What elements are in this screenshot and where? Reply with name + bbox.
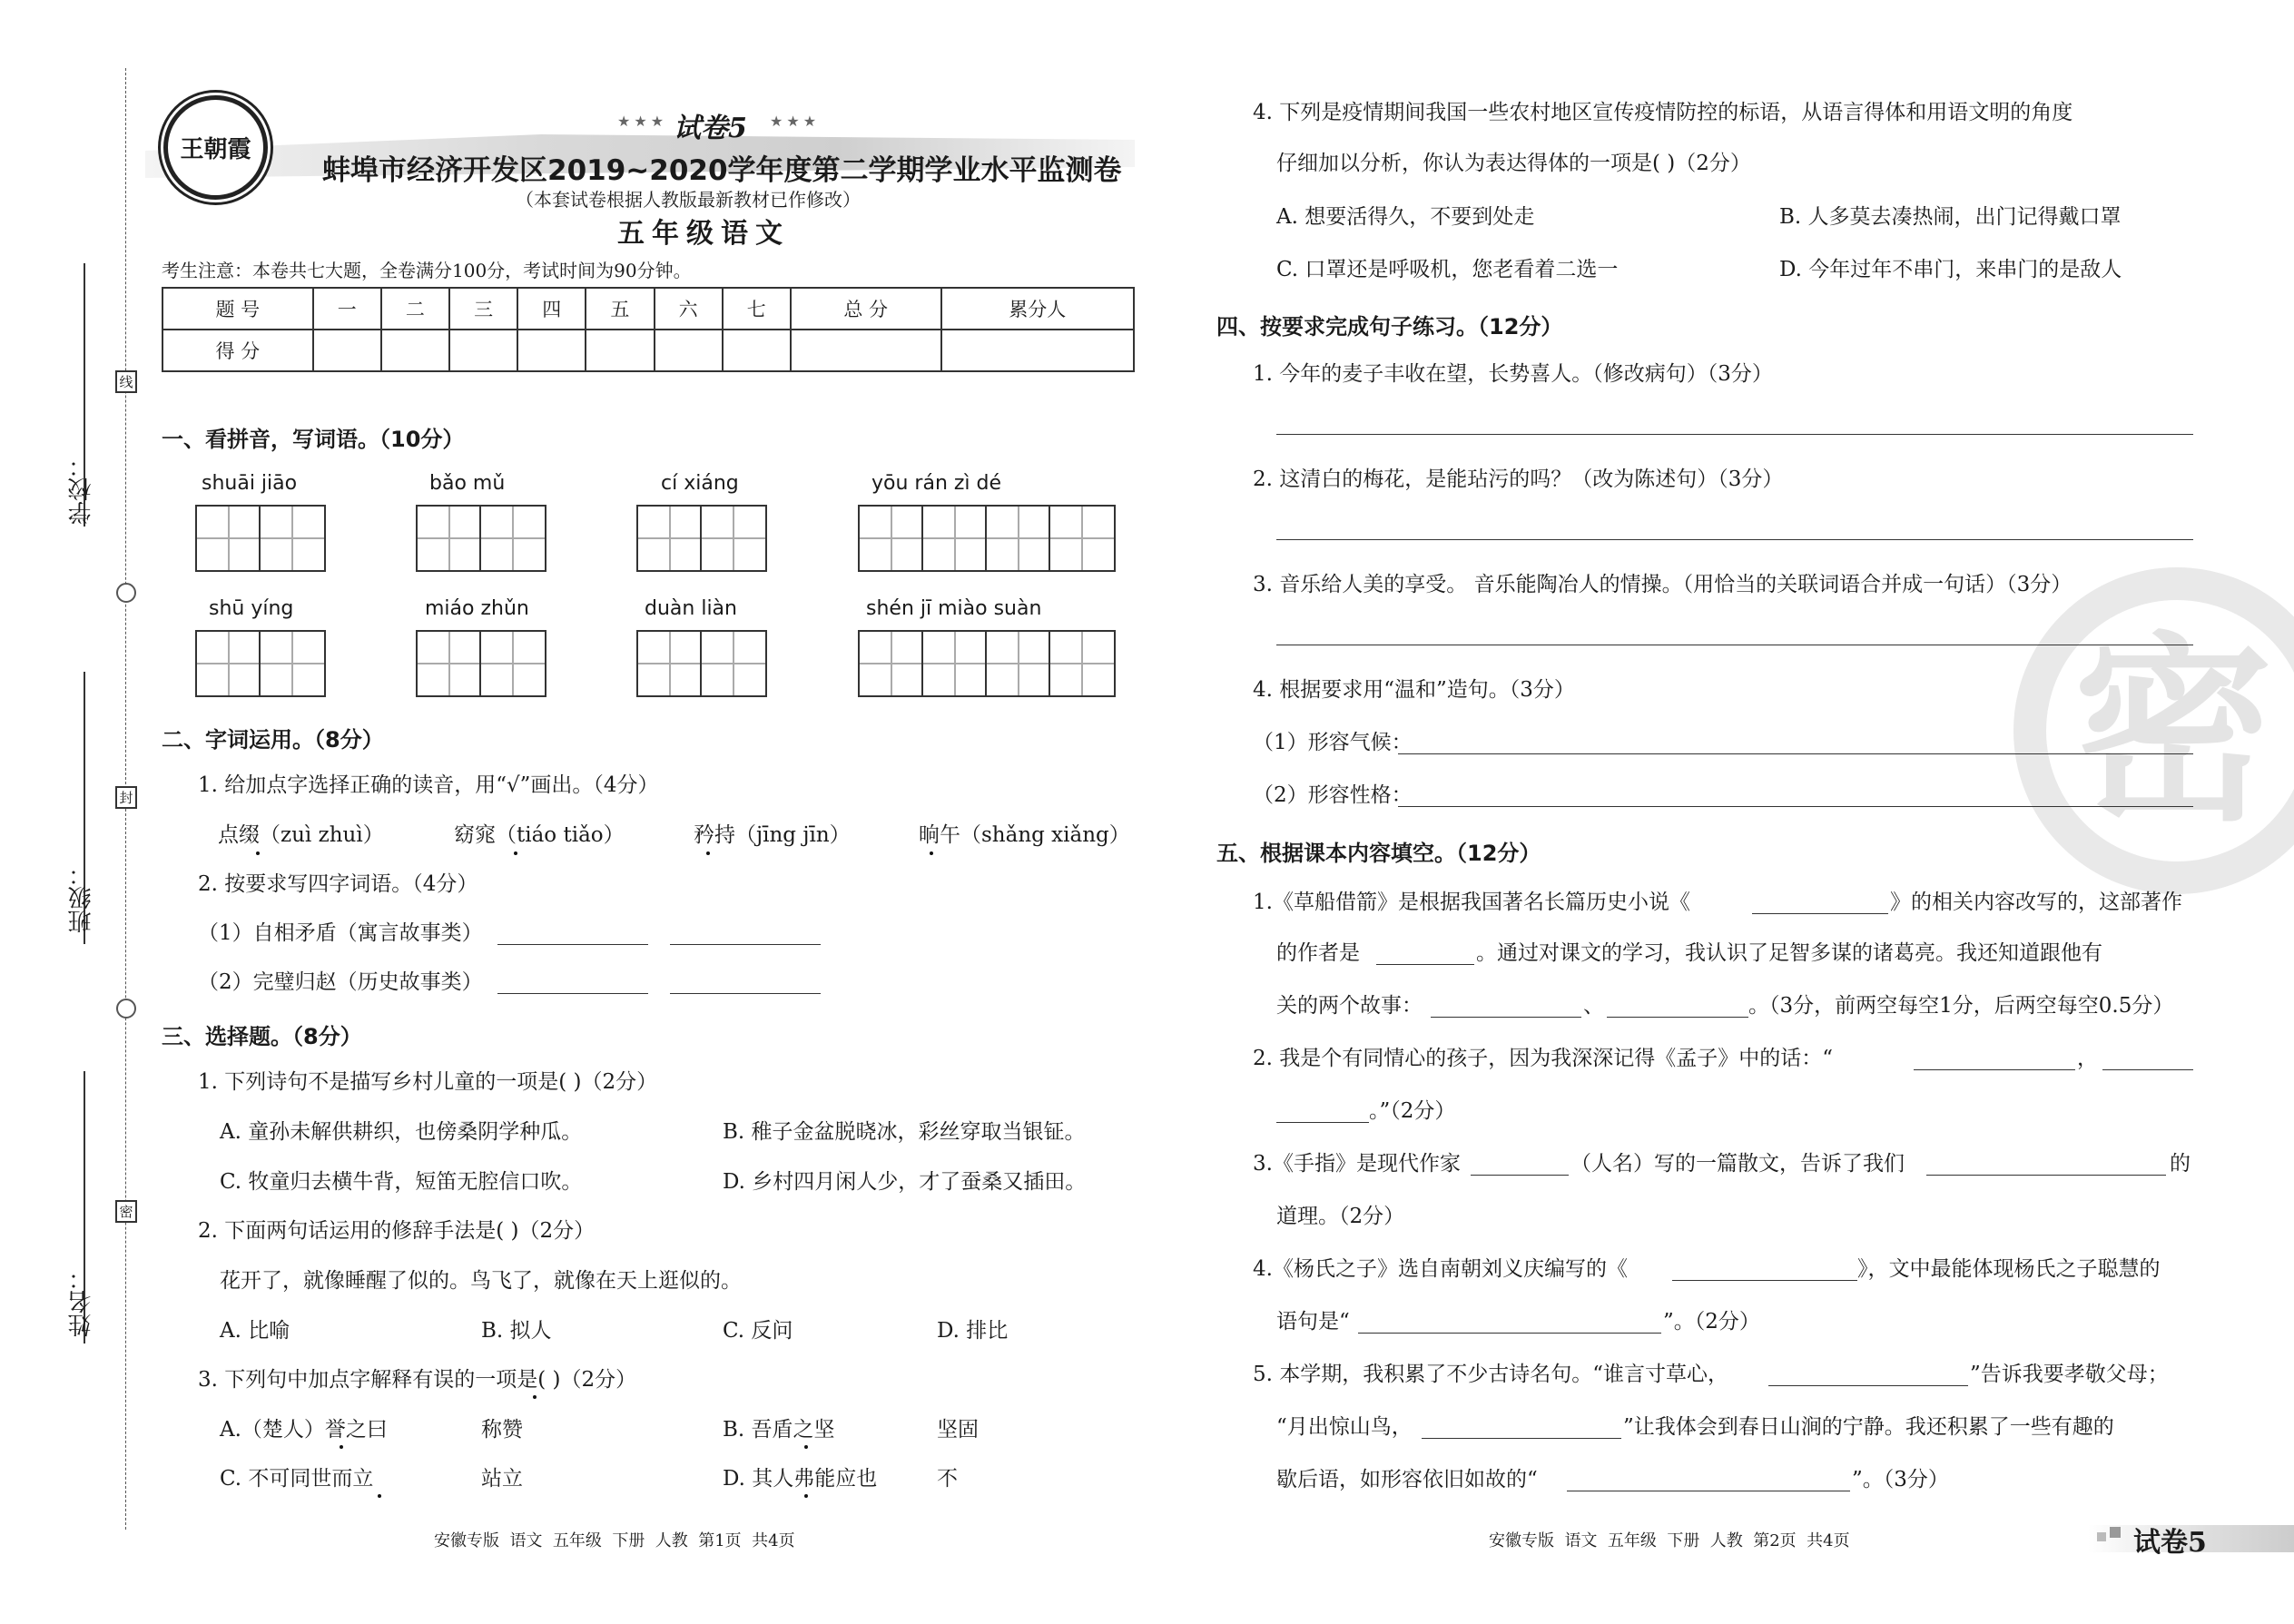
score-input-cell[interactable] <box>655 330 723 371</box>
question-text: ”。（2分） <box>1663 1310 1760 1334</box>
choice-option[interactable]: C. 反问 <box>723 1319 793 1343</box>
question-text: 。（3分，前两空每空1分，后两空每空0.5分） <box>1748 994 2174 1018</box>
choice-meaning: 坚固 <box>937 1418 979 1442</box>
pinyin-label: shén jī miào suàn <box>866 597 1042 620</box>
question-text: 歇后语，如形容依旧如故的“ <box>1276 1468 1538 1491</box>
answer-blank[interactable] <box>1752 913 1888 914</box>
binding-hole-icon <box>116 583 136 603</box>
score-cell: 七 <box>723 288 791 330</box>
pinyin-label: cí xiáng <box>661 472 739 495</box>
score-cell: 五 <box>586 288 654 330</box>
page-footer-right: 安徽专版 语文 五年级 下册 人教 第2页 共4页 <box>1489 1531 1850 1550</box>
answer-blank[interactable] <box>1358 1333 1661 1334</box>
choice-option[interactable]: A. 比喻 <box>220 1319 290 1343</box>
writing-grid[interactable] <box>416 630 546 697</box>
question-text: 仔细加以分析，你认为表达得体的一项是( )（2分） <box>1276 152 1751 175</box>
question-text: 、 <box>1583 994 1604 1018</box>
choice-option[interactable]: C. 牧童归去横牛背，短笛无腔信口吹。 <box>220 1170 583 1194</box>
question-text: （2）形容性格： <box>1253 783 1413 807</box>
score-table <box>162 287 1135 372</box>
choice-option[interactable]: D. 其人弗能应也 <box>723 1467 878 1491</box>
choice-option[interactable]: C. 不可同世而立 <box>220 1467 374 1491</box>
question-text: 3.《手指》是现代作家 <box>1253 1152 1461 1176</box>
question-text: ”告诉我要孝敬父母； <box>1970 1363 2169 1386</box>
question-text: 道理。（2分） <box>1276 1205 1405 1228</box>
question-text: 4. 根据要求用“温和”造句。（3分） <box>1253 678 1575 702</box>
seal-mark-1: 线 <box>115 370 137 393</box>
emphasis-dot-icon <box>514 851 517 855</box>
writing-grid[interactable] <box>858 505 1116 572</box>
choice-option[interactable]: D. 今年过年不串门，来串门的是敌人 <box>1779 258 2122 281</box>
binding-hole-icon <box>116 999 136 1019</box>
stars-right-icon: ★★★ <box>770 113 821 130</box>
question-text: 2. 按要求写四字词语。（4分） <box>198 872 478 896</box>
question-text: 语句是“ <box>1276 1310 1350 1334</box>
question-text: 2. 我是个有同情心的孩子，因为我深深记得《孟子》中的话：“ <box>1253 1047 1834 1070</box>
exam-title: 蚌埠市经济开发区2019~2020学年度第二学期学业水平监测卷 <box>322 154 1122 187</box>
question-text: 花开了，就像睡醒了似的。鸟飞了，就像在天上逛似的。 <box>220 1269 742 1293</box>
answer-blank[interactable] <box>1914 1069 2075 1070</box>
answer-blank[interactable] <box>497 944 648 945</box>
question-text: 1.《草船借箭》是根据我国著名长篇历史小说《 <box>1253 891 1690 914</box>
class-label: 班级： <box>68 862 95 933</box>
seal-mark-3: 密 <box>115 1200 137 1223</box>
question-text: 4. 下列是疫情期间我国一些农村地区宣传疫情防控的标语，从语言得体和用语文明的角度 <box>1253 101 2073 124</box>
score-table-header-row <box>162 288 1134 330</box>
score-input-cell[interactable] <box>517 330 586 371</box>
score-cell: 二 <box>381 288 449 330</box>
answer-blank[interactable] <box>1376 964 1474 965</box>
choice-option[interactable]: A.（楚人）誉之曰 <box>220 1418 388 1442</box>
answer-blank[interactable] <box>1422 1438 1621 1439</box>
score-table-score-row <box>162 330 1134 371</box>
score-input-cell[interactable] <box>723 330 791 371</box>
seal-mark-2: 封 <box>115 786 137 809</box>
question-text: 2. 下面两句话运用的修辞手法是( )（2分） <box>198 1219 596 1243</box>
question-text: 》，文中最能体现杨氏之子聪慧的 <box>1857 1257 2161 1281</box>
exam-notice: 考生注意：本卷共七大题，全卷满分100分，考试时间为90分钟。 <box>162 260 692 281</box>
question-text: （1）形容气候： <box>1253 731 1413 754</box>
watermark-char: 密 <box>2073 615 2274 848</box>
section-1-heading: 一、看拼音，写词语。（10分） <box>162 427 465 452</box>
name-label: 姓名： <box>68 1266 95 1337</box>
score-cell: 三 <box>449 288 517 330</box>
question-text: 4.《杨氏之子》选自南朝刘义庆编写的《 <box>1253 1257 1628 1281</box>
writing-grid[interactable] <box>636 505 767 572</box>
question-text: “月出惊山鸟， <box>1276 1415 1413 1439</box>
choice-option[interactable]: B. 稚子金盆脱晓冰，彩丝穿取当银钲。 <box>723 1120 1086 1144</box>
writing-grid[interactable] <box>416 505 546 572</box>
score-input-cell[interactable] <box>449 330 517 371</box>
question-text: 。”（2分） <box>1369 1099 1456 1123</box>
score-cell: 累分人 <box>941 288 1134 330</box>
answer-blank[interactable] <box>1768 1385 1968 1386</box>
logo-text: 王朝霞 <box>180 136 251 163</box>
answer-blank[interactable] <box>1926 1175 2166 1176</box>
question-text: 5. 本学期，我积累了不少古诗名句。“谁言寸草心， <box>1253 1363 1729 1386</box>
section-2-heading: 二、字词运用。（8分） <box>162 727 384 753</box>
choice-option[interactable]: A. 童孙未解供耕织，也傍桑阴学种瓜。 <box>220 1120 583 1144</box>
emphasis-dot-icon <box>930 851 933 855</box>
pinyin-label: miáo zhǔn <box>425 597 529 620</box>
choice-option[interactable]: B. 拟人 <box>481 1319 552 1343</box>
pinyin-label: shuāi jiāo <box>202 472 298 495</box>
exam-subtitle: （本套试卷根据人教版最新教材已作修改） <box>516 189 861 211</box>
choice-option[interactable]: B. 人多莫去凑热闹，出门记得戴口罩 <box>1779 205 2122 229</box>
score-cell: 六 <box>655 288 723 330</box>
section-5-heading: 五、根据课本内容填空。（12分） <box>1216 841 1541 866</box>
logo-icon <box>163 95 268 200</box>
page-footer-left: 安徽专版 语文 五年级 下册 人教 第1页 共4页 <box>434 1531 795 1550</box>
pronunciation-option[interactable]: 晌午（shǎng xiǎng） <box>919 823 1130 847</box>
pronunciation-option[interactable]: 窈窕（tiáo tiǎo） <box>454 823 625 847</box>
question-text: （2）完璧归赵（历史故事类） <box>198 970 483 994</box>
answer-blank[interactable] <box>1276 1122 1369 1123</box>
emphasis-dot-icon <box>804 1445 808 1449</box>
question-text: 的 <box>2170 1152 2191 1176</box>
pronunciation-option[interactable]: 矜持（jīng jīn） <box>694 823 851 847</box>
footer-square-icon <box>2097 1532 2106 1541</box>
question-text: 》的相关内容改写的，这部著作 <box>1890 891 2182 914</box>
answer-blank[interactable] <box>670 993 821 994</box>
writing-grid[interactable] <box>636 630 767 697</box>
score-cell: 题 号 <box>162 288 313 330</box>
question-text: （人名）写的一篇散文，告诉了我们 <box>1570 1152 1905 1176</box>
score-cell: 总 分 <box>791 288 941 330</box>
score-input-cell[interactable] <box>586 330 654 371</box>
question-text: 关的两个故事： <box>1276 994 1423 1018</box>
answer-blank[interactable] <box>1471 1175 1569 1176</box>
answer-blank[interactable] <box>670 944 821 945</box>
question-text: 1. 下列诗句不是描写乡村儿童的一项是( )（2分） <box>198 1070 658 1094</box>
pinyin-label: duàn liàn <box>645 597 737 620</box>
question-text: 。通过对课文的学习，我认识了足智多谋的诸葛亮。我还知道跟他有 <box>1476 941 2102 965</box>
score-input-cell[interactable] <box>381 330 449 371</box>
stars-left-icon: ★★★ <box>617 113 668 130</box>
writing-grid[interactable] <box>195 630 326 697</box>
pinyin-label: yōu rán zì dé <box>871 472 1002 495</box>
emphasis-dot-icon <box>706 851 710 855</box>
choice-option[interactable]: D. 乡村四月闲人少，才了蚕桑又插田。 <box>723 1170 1087 1194</box>
writing-grid[interactable] <box>195 505 326 572</box>
score-input-cell[interactable] <box>941 330 1134 371</box>
question-text: 2. 这清白的梅花，是能玷污的吗？（改为陈述句）（3分） <box>1253 468 1784 491</box>
choice-option[interactable]: C. 口罩还是呼吸机，您老看着二选一 <box>1276 258 1619 281</box>
emphasis-dot-icon <box>533 1395 537 1399</box>
footer-series-tag: 试卷5 <box>2133 1527 2207 1559</box>
score-input-cell[interactable] <box>791 330 941 371</box>
answer-line[interactable] <box>1276 434 2193 435</box>
watermark-seal-icon <box>2013 567 2294 894</box>
question-text: ， <box>2077 1047 2098 1070</box>
question-text: 的作者是 <box>1276 941 1360 965</box>
answer-line[interactable] <box>1398 806 2193 807</box>
emphasis-dot-icon <box>378 1494 381 1498</box>
choice-meaning: 站立 <box>481 1467 523 1491</box>
answer-blank[interactable] <box>2102 1069 2193 1070</box>
emphasis-dot-icon <box>804 1494 808 1498</box>
series-label: 试卷5 <box>674 113 747 144</box>
score-cell: 得 分 <box>162 330 313 371</box>
school-label: 学校： <box>68 454 95 525</box>
pinyin-label: shū yíng <box>209 597 294 620</box>
subject-title: 五年级语文 <box>617 218 790 250</box>
footer-square-icon <box>2110 1527 2121 1538</box>
answer-blank[interactable] <box>1607 1017 1748 1018</box>
score-input-cell[interactable] <box>313 330 381 371</box>
answer-blank[interactable] <box>497 993 648 994</box>
section-4-heading: 四、按要求完成句子练习。（12分） <box>1216 314 1563 340</box>
answer-blank[interactable] <box>1431 1017 1581 1018</box>
question-text: 3. 音乐给人美的享受。 音乐能陶冶人的情操。（用恰当的关联词语合并成一句话）（3分） <box>1253 573 2072 596</box>
question-text: 1. 给加点字选择正确的读音，用“√”画出。（4分） <box>198 773 659 797</box>
answer-blank[interactable] <box>1672 1280 1857 1281</box>
emphasis-dot-icon <box>340 1445 343 1449</box>
question-text: ”。（3分） <box>1852 1468 1949 1491</box>
choice-option[interactable]: B. 吾盾之坚 <box>723 1418 835 1442</box>
pronunciation-option[interactable]: 点缀（zuì zhuì） <box>218 823 384 847</box>
question-text: 3. 下列句中加点字解释有误的一项是( )（2分） <box>198 1368 637 1392</box>
score-cell: 四 <box>517 288 586 330</box>
choice-option[interactable]: A. 想要活得久，不要到处走 <box>1276 205 1535 229</box>
question-text: 1. 今年的麦子丰收在望，长势喜人。（修改病句）（3分） <box>1253 362 1773 386</box>
section-3-heading: 三、选择题。（8分） <box>162 1024 362 1049</box>
answer-line[interactable] <box>1398 753 2193 754</box>
answer-line[interactable] <box>1276 539 2193 540</box>
score-cell: 一 <box>313 288 381 330</box>
pinyin-label: bǎo mǔ <box>429 472 506 495</box>
emphasis-dot-icon <box>256 851 260 855</box>
question-text: （1）自相矛盾（寓言故事类） <box>198 921 483 945</box>
writing-grid[interactable] <box>858 630 1116 697</box>
choice-meaning: 不 <box>937 1467 958 1491</box>
choice-option[interactable]: D. 排比 <box>937 1319 1009 1343</box>
question-text: ”让我体会到春日山涧的宁静。我还积累了一些有趣的 <box>1623 1415 2114 1439</box>
choice-meaning: 称赞 <box>481 1418 523 1442</box>
